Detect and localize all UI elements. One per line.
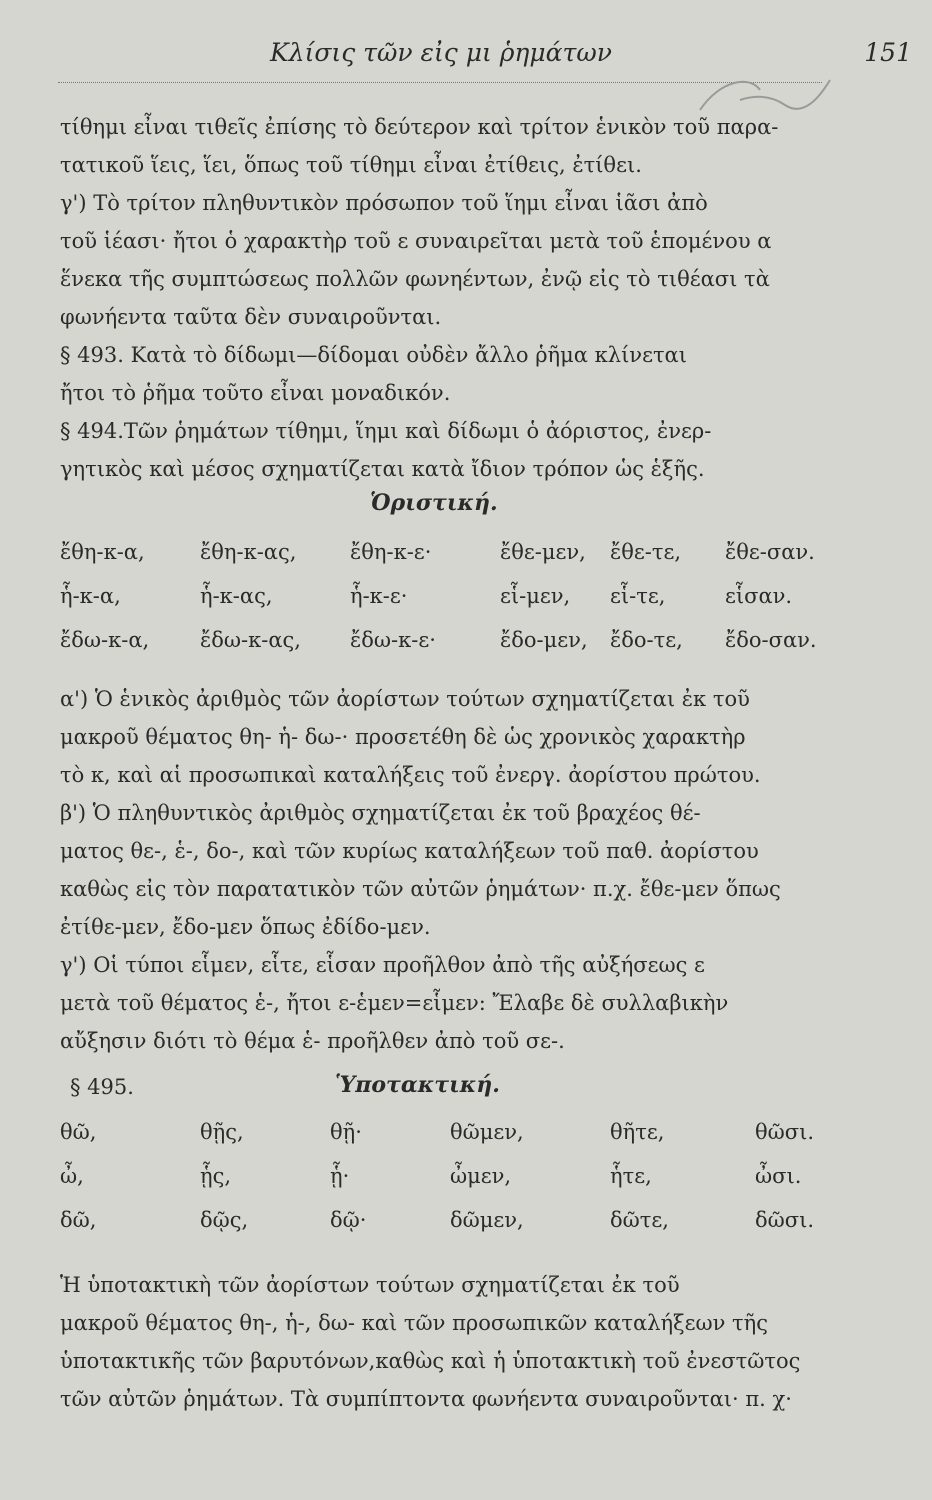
text-line: γ') Οἱ τύποι εἷμεν, εἷτε, εἷσαν προῆλθον ἀπὸ τῆς αὐξήσεως ε — [60, 953, 705, 977]
text-line: § 493. Κατὰ τὸ δίδωμι—δίδομαι οὐδὲν ἄλλο ῥῆμα κλίνεται — [60, 343, 687, 367]
table-cell: ὦσι. — [755, 1164, 802, 1188]
table-cell: ἔθη-κ-α, — [60, 540, 145, 564]
text-line: ἕνεκα τῆς συμπτώσεως πολλῶν φωνηέντων, ἐνῷ εἰς τὸ τιθέασι τὰ — [60, 267, 770, 291]
table-cell: ἧ-κ-ας, — [200, 584, 273, 608]
table-cell: ἔθε-σαν. — [725, 540, 815, 564]
text-line: γ') Τὸ τρίτον πληθυντικὸν πρόσωπον τοῦ ἵημι εἶναι ἱᾶσι ἀπὸ — [60, 191, 708, 215]
text-line: ὑποτακτικῆς τῶν βαρυτόνων,καθὼς καὶ ἡ ὑποτακτικὴ τοῦ ἐνεστῶτος — [60, 1349, 801, 1373]
text-line: μακροῦ θέματος θη-, ἡ-, δω- καὶ τῶν προσωπικῶν καταλήξεων τῆς — [60, 1311, 769, 1335]
table-cell: θῇ· — [330, 1120, 362, 1144]
table-cell: ἧτε, — [610, 1164, 652, 1188]
section-number: § 495. — [70, 1075, 134, 1099]
text-line: τοῦ ἱέασι· ἤτοι ὁ χαρακτὴρ τοῦ ε συναιρεῖται μετὰ τοῦ ἑπομένου α — [60, 229, 772, 253]
table-row — [60, 540, 840, 574]
table-cell: θῇς, — [200, 1120, 244, 1144]
table-cell: ἔδω-κ-ας, — [200, 628, 301, 652]
table-cell: ἧ-κ-ε· — [350, 584, 408, 608]
text-line: φωνήεντα ταῦτα δὲν συναιροῦνται. — [60, 305, 442, 329]
table-cell: ᾗ· — [330, 1164, 350, 1188]
text-line: ἐτίθε-μεν, ἔδο-μεν ὅπως ἐδίδο-μεν. — [60, 915, 431, 939]
table-cell: ἔθε-τε, — [610, 540, 682, 564]
table-cell: δῷ· — [330, 1208, 367, 1232]
text-line: τίθημι εἶναι τιθεῖς ἐπίσης τὸ δεύτερον καὶ τρίτον ἑνικὸν τοῦ παρα- — [60, 115, 779, 139]
table-row — [60, 584, 840, 618]
table-row — [60, 1208, 840, 1242]
table-cell: ἔδω-κ-α, — [60, 628, 150, 652]
text-line: μακροῦ θέματος θη- ἡ- δω-· προσετέθη δὲ ὡς χρονικὸς χαρακτὴρ — [60, 725, 746, 749]
table-cell: ὦμεν, — [450, 1164, 512, 1188]
indicative-heading: Ὁριστική. — [370, 490, 498, 516]
table-cell: δῶσι. — [755, 1208, 815, 1232]
table-cell: ἔδο-σαν. — [725, 628, 817, 652]
table-cell: ἔδο-τε, — [610, 628, 683, 652]
table-row — [60, 1164, 840, 1198]
table-cell: ἧ-κ-α, — [60, 584, 121, 608]
table-cell: ἔθη-κ-ας, — [200, 540, 297, 564]
table-cell: δῶμεν, — [450, 1208, 524, 1232]
table-cell: θῶμεν, — [450, 1120, 524, 1144]
table-cell: εἷσαν. — [725, 584, 793, 608]
table-cell: εἷ-τε, — [610, 584, 666, 608]
text-line: τατικοῦ ἵεις, ἵει, ὅπως τοῦ τίθημι εἶναι ἐτίθεις, ἐτίθει. — [60, 153, 642, 177]
table-cell: θῶσι. — [755, 1120, 815, 1144]
text-line: μετὰ τοῦ θέματος ἑ-, ἤτοι ε-ἑμεν=εἷμεν: Ἔλαβε δὲ συλλαβικὴν — [60, 991, 729, 1015]
text-line: α') Ὁ ἑνικὸς ἀριθμὸς τῶν ἀορίστων τούτων σχηματίζεται ἐκ τοῦ — [60, 687, 750, 711]
subjunctive-heading: Ὑποτακτική. — [335, 1072, 500, 1098]
table-cell: θῶ, — [60, 1120, 97, 1144]
text-line: Ἡ ὑποτακτικὴ τῶν ἀορίστων τούτων σχηματίζεται ἐκ τοῦ — [60, 1273, 680, 1297]
text-line: τῶν αὐτῶν ῥημάτων. Τὰ συμπίπτοντα φωνήεντα συναιροῦνται· π. χ· — [60, 1387, 792, 1411]
table-cell: ἔθη-κ-ε· — [350, 540, 432, 564]
text-line: γητικὸς καὶ μέσος σχηματίζεται κατὰ ἴδιον τρόπον ὡς ἑξῆς. — [60, 457, 705, 481]
table-cell: ἔδο-μεν, — [500, 628, 588, 652]
running-title: Κλίσις τῶν εἰς μι ῥημάτων — [270, 38, 612, 67]
text-line: καθὼς εἰς τὸν παρατατικὸν τῶν αὐτῶν ῥημάτων· π.χ. ἔθε-μεν ὅπως — [60, 877, 781, 901]
table-row — [60, 1120, 840, 1154]
text-line: τὸ κ, καὶ αἱ προσωπικαὶ καταλήξεις τοῦ ἐνεργ. ἀορίστου πρώτου. — [60, 763, 761, 787]
text-line: § 494.Τῶν ῥημάτων τίθημι, ἵημι καὶ δίδωμι ὁ ἀόριστος, ἐνερ- — [60, 419, 712, 443]
table-cell: δῶτε, — [610, 1208, 669, 1232]
table-cell: ἔδω-κ-ε· — [350, 628, 436, 652]
table-cell: εἷ-μεν, — [500, 584, 571, 608]
table-row — [60, 628, 840, 662]
text-line: ματος θε-, ἑ-, δο-, καὶ τῶν κυρίως καταλήξεων τοῦ παθ. ἀορίστου — [60, 839, 759, 863]
table-cell: ᾗς, — [200, 1164, 232, 1188]
table-cell: δῷς, — [200, 1208, 249, 1232]
table-cell: ὦ, — [60, 1164, 84, 1188]
text-line: ἤτοι τὸ ῥῆμα τοῦτο εἶναι μοναδικόν. — [60, 381, 451, 405]
table-cell: δῶ, — [60, 1208, 97, 1232]
table-cell: θῆτε, — [610, 1120, 665, 1144]
text-line: β') Ὁ πληθυντικὸς ἀριθμὸς σχηματίζεται ἐκ τοῦ βραχέος θέ- — [60, 801, 701, 825]
table-cell: ἔθε-μεν, — [500, 540, 586, 564]
text-line: αὔξησιν διότι τὸ θέμα ἑ- προῆλθεν ἀπὸ τοῦ σε-. — [60, 1029, 565, 1053]
page-number: 151 — [864, 38, 912, 67]
